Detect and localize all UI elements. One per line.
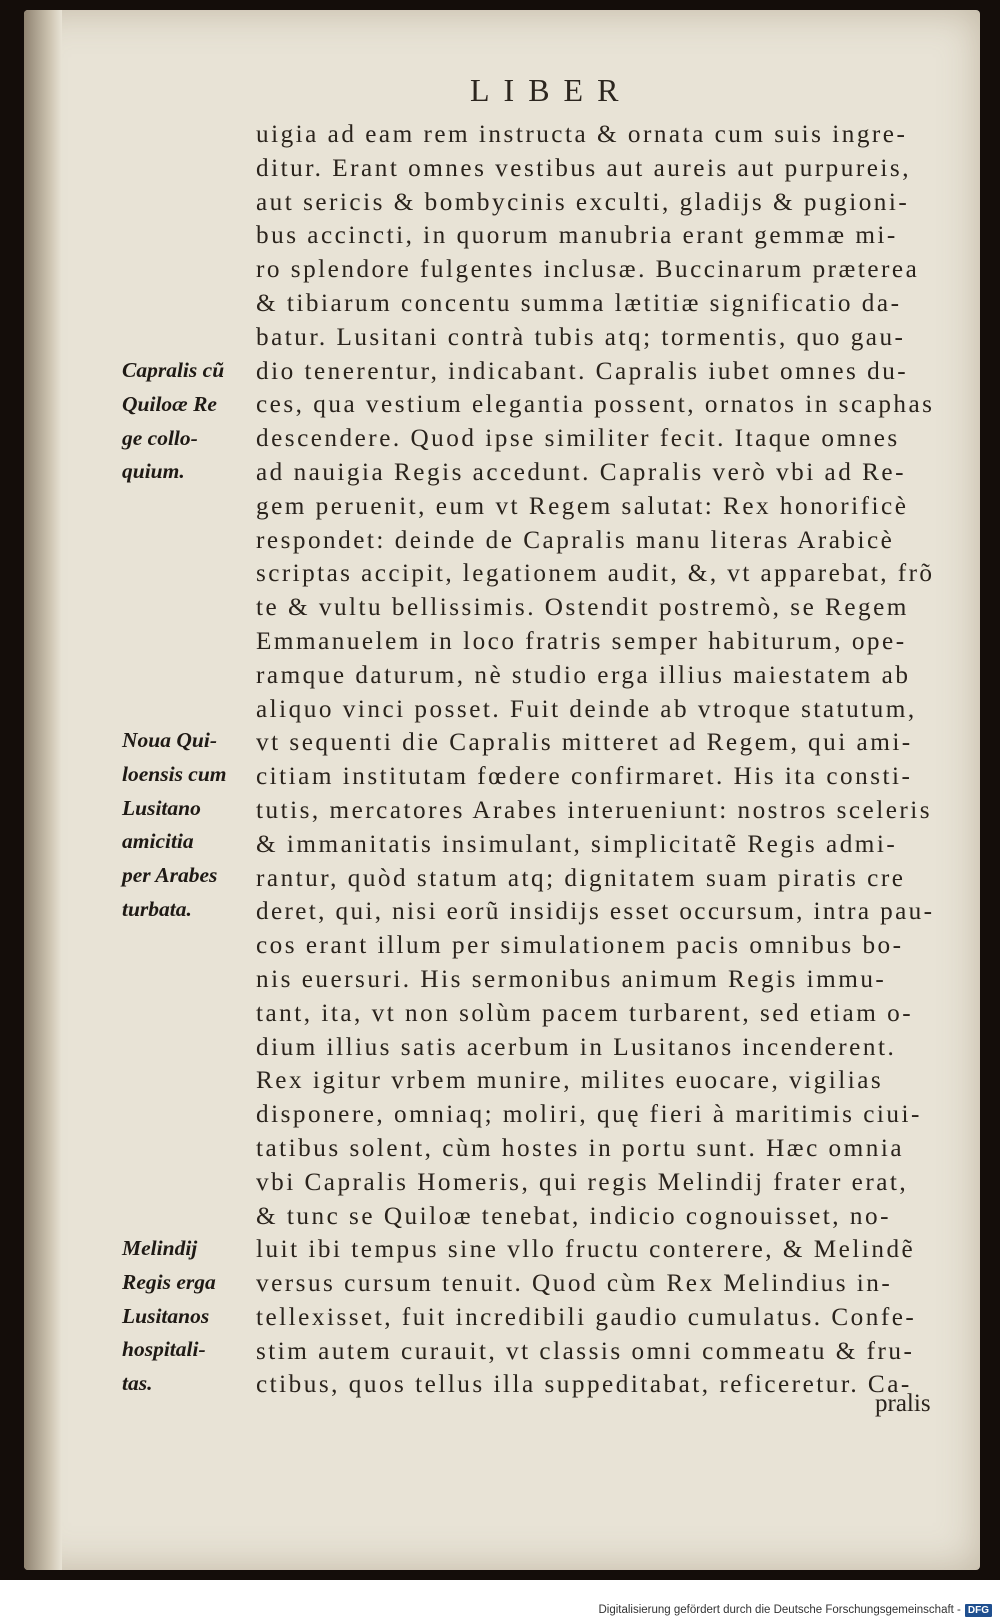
text-line: luit ibi tempus sine vllo fructu conterere, & Melindẽ [256,1236,916,1264]
text-line: vbi Capralis Homeris, qui regis Melindij frater erat, [256,1168,909,1196]
margin-note-melindij [122,1232,252,1401]
text-line: ditur. Erant omnes vestibus aut aureis aut purpureis, [256,154,912,182]
margin-note-line: quium. [122,459,185,484]
text-line: nis euersuri. His sermonibus animum Regis immu- [256,965,887,993]
text-line: ces, qua vestium elegantia possent, ornatos in scaphas [256,391,935,419]
text-line: stim autem curauit, vt classis omni commeatu & fru- [256,1337,915,1365]
running-head: LIBER [470,72,633,108]
main-text-block [256,118,946,1402]
margin-note-line: Capralis cũ [122,358,225,382]
text-line: & tunc se Quiloæ tenebat, indicio cognouisset, no- [256,1202,891,1230]
margin-note-line: turbata. [122,896,192,921]
text-line: uigia ad eam rem instructa & ornata cum suis ingre- [256,121,908,148]
text-line: descendere. Quod ipse similiter fecit. Itaque omnes [256,425,900,453]
text-line: dium illius satis acerbum in Lusitanos incenderent. [256,1033,897,1061]
text-line: cos erant illum per simulationem pacis omnibus bo- [256,932,904,960]
text-line: ro splendore fulgentes inclusæ. Buccinarum præterea [256,256,920,284]
margin-note-line: hospitali- [122,1337,206,1362]
margin-note-line: Regis erga [122,1269,216,1294]
text-line: vt sequenti die Capralis mitteret ad Regem, qui ami- [256,729,913,757]
catchword: pralis [875,1390,931,1417]
margin-note-line: Noua Qui- [122,728,217,752]
text-line: tatibus solent, cùm hostes in portu sunt. Hæc omnia [256,1134,905,1162]
margin-note-line: per Arabes [122,863,218,888]
text-line: & tibiarum concentu summa lætitiæ significatio da- [256,289,902,317]
text-line: te & vultu bellissimis. Ostendit postremò, se Regem [256,594,909,622]
text-line: tellexisset, fuit incredibili gaudio cumulatus. Confe- [256,1303,917,1331]
text-line: tutis, mercatores Arabes interueniunt: nostros sceleris [256,796,933,824]
margin-note-line: Melindij [122,1236,198,1260]
text-line: dio tenerentur, indicabant. Capralis iubet omnes du- [256,357,909,385]
text-line: ad nauigia Regis accedunt. Capralis verò vbi ad Re- [256,458,906,486]
digitization-footer [598,1601,992,1619]
text-line: deret, qui, nisi eorũ insidijs esset occursum, intra pau- [256,898,935,926]
text-line: versus cursum tenuit. Quod cùm Rex Melindius in- [256,1270,893,1298]
margin-note-line: Lusitanos [122,1303,210,1328]
text-line: citiam institutam fœdere confirmaret. His ita consti- [256,763,913,791]
margin-note-line: Lusitano [122,795,201,820]
dfg-logo: DFG [965,1604,992,1617]
text-line: rantur, quòd statum atq; dignitatem suam piratis cre [256,864,906,892]
margin-note-line: ge collo- [122,425,198,450]
text-line: disponere, omniaq; moliri, quę fieri à maritimis ciui- [256,1101,922,1129]
margin-note-capralis [122,354,252,489]
text-line: ctibus, quos tellus illa suppeditabat, reficeretur. Ca- [256,1371,912,1399]
text-line: respondet: deinde de Capralis manu literas Arabicè [256,526,895,554]
margin-note-line: loensis cum [122,761,227,786]
text-line: & immanitatis insimulant, simplicitatẽ Regis admi- [256,830,898,858]
margin-note-line: Quiloæ Re [122,391,217,416]
margin-note-line: tas. [122,1371,153,1396]
footer-credit: Digitalisierung gefördert durch die Deutsche Forschungsgemeinschaft - [598,1604,961,1616]
text-line: ramque daturum, nè studio erga illius maiestatem ab [256,661,911,689]
text-line: tant, ita, vt non solùm pacem turbarent, sed etiam o- [256,999,914,1027]
text-line: batur. Lusitani contrà tubis atq; tormentis, quo gau- [256,323,906,351]
text-line: bus accincti, in quorum manubria erant gemmæ mi- [256,222,898,250]
text-line: Rex igitur vrbem munire, milites euocare, vigilias [256,1067,884,1095]
margin-note-noua-quiloensis [122,724,252,927]
page-gutter-shadow [24,10,62,1570]
text-line: scriptas accipit, legationem audit, &, vt apparebat, frõ [256,560,935,588]
text-line: aut sericis & bombycinis exculti, gladijs & pugioni- [256,188,910,216]
margin-note-line: amicitia [122,829,194,854]
text-line: Emmanuelem in loco fratris semper habiturum, ope- [256,627,907,655]
text-line: gem peruenit, eum vt Regem salutat: Rex honorificè [256,492,909,520]
text-line: aliquo vinci posset. Fuit deinde ab vtroque statutum, [256,695,917,723]
